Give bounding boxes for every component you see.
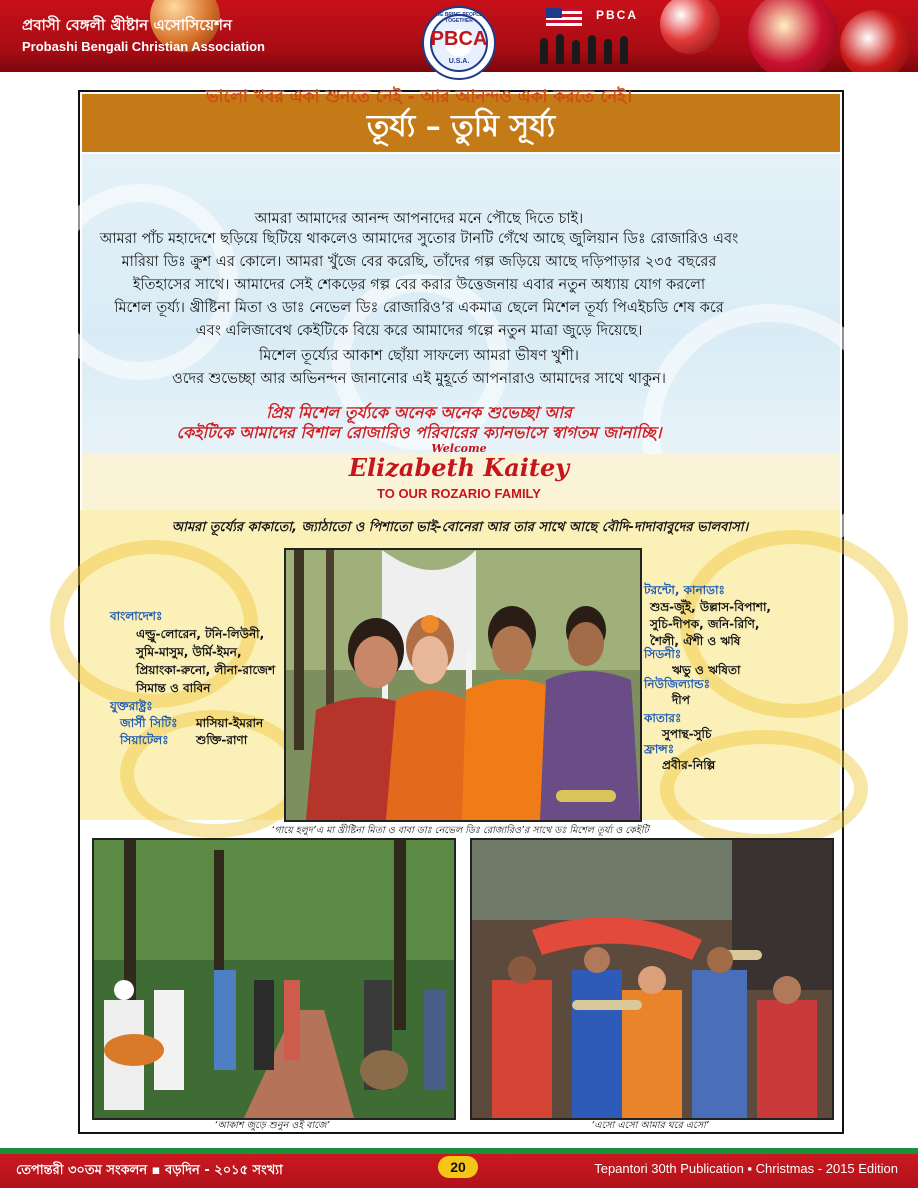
bangladesh-label: বাংলাদেশঃ [110, 609, 163, 623]
welcome-name: Elizabeth Kaitey [348, 453, 570, 482]
relative-names: সুপান্থ-সুচি [662, 727, 712, 741]
body-line: আমরা পাঁচ মহাদেশে ছড়িয়ে ছিটিয়ে থাকলেও আমাদের সুতোর টানটি গেঁথে আছে জুলিয়ান ডিঃ রোজারিও এবং [99, 231, 739, 247]
haldi-ceremony-photo [284, 548, 642, 822]
body-line: মারিয়া ডিঃ ক্রুশ এর কোলে। আমরা খুঁজে বের করেছি, তাঁদের গল্প জড়িয়ে আছে দড়িপাড়ার ২৩৫ বছরের [121, 254, 717, 270]
family-love-line: আমরা তূর্য্যের কাকাতো, জ্যাঠাতো ও পিশাতো ভাই-বোনেরা আর তার সাথে আছে বৌদি-দাদাবাবুদের ভালবাসা। [171, 520, 749, 535]
footer-left-text: তেপান্তরী ৩০তম সংকলন ▪ বড়দিন - ২০১৫ সংখ্যা [16, 1163, 283, 1178]
pbca-logo [422, 6, 496, 80]
welcome-family: TO OUR ROZARIO FAMILY [377, 486, 541, 501]
org-name-bengali: প্রবাসী বেঙ্গলী খ্রীষ্টান এসোসিয়েশন [22, 16, 232, 34]
sydney-label: সিডনীঃ [644, 647, 682, 661]
wishes-line: কেইটিকে আমাদের বিশাল রোজারিও পরিবারের ক্যানভাসে স্বাগতম জানাচ্ছি। [176, 423, 662, 442]
footer-right-text: Tepantori 30th Publication ▪ Christmas - 2015 Edition [594, 1161, 898, 1176]
logo-country: U.S.A. [448, 58, 470, 65]
relative-names: শৈলী, ঐশী ও ঋষি [650, 634, 741, 648]
main-photo-caption: ‘গায়ে হলুদ’এ মা খ্রীষ্টিনা মিতা ও বাবা ডাঃ নেভেল ডিঃ রোজারিও’র সাথে ডঃ মিশেল তূর্য্য ও কেইটি [271, 825, 649, 836]
runners-icon [536, 30, 646, 64]
relative-names: মাসিয়া-ইমরান [196, 716, 264, 730]
page-number: 20 [438, 1156, 478, 1178]
relative-names: সিমান্ত ও বাবিন [136, 681, 211, 695]
new-zealand-label: নিউজিল্যান্ডঃ [644, 677, 710, 691]
welcome-heading: Welcome [431, 442, 487, 455]
qatar-label: কাতারঃ [644, 711, 682, 725]
toronto-label: টরন্টো, কানাডাঃ [644, 583, 725, 597]
usa-label: যুক্তরাষ্ট্রঃ [110, 699, 153, 713]
relative-names: শুভ্র-জুঁই, উল্লাস-বিপাশা, [650, 600, 771, 614]
usa-flag-icon [546, 8, 582, 26]
relative-names: প্রবীর-নিল্পি [662, 758, 716, 772]
christmas-ornament-icon [660, 0, 720, 54]
jersey-city-label: জার্সী সিটিঃ [120, 716, 178, 730]
wishes-line: প্রিয় মিশেল তূর্য্যকে অনেক অনেক শুভেচ্ছা আর [266, 403, 572, 422]
article-tagline: ভালো খবর একা শুনতে নেই - আর আনন্দও একা করতে নেই। [205, 87, 633, 107]
right-photo-caption: ‘এসো এসো আমার ঘরে এসো’ [591, 1120, 709, 1131]
footer-stripe [0, 1148, 918, 1154]
pbca-badge: PBCA [596, 8, 639, 22]
article-title: তূর্য্য – তুমি সূর্য্য [366, 109, 556, 144]
left-photo-caption: ‘আকাশ জুড়ে শুনুন ওই বাজে’ [214, 1120, 330, 1131]
body-line: মিশেল তূর্য্য। খ্রীষ্টিনা মিতা ও ডাঃ নেভেল ডিঃ রোজারিও’র একমাত্র ছেলে মিশেল তূর্য্য পিএইচডি শেষ করে [114, 300, 724, 316]
relative-names: সুমি-মাসুম, উর্মি-ইমন, [136, 645, 242, 659]
logo-monogram: PBCA [430, 28, 488, 50]
body-line: মিশেল তূর্য্যের আকাশ ছোঁয়া সাফল্যে আমরা ভীষণ খুশী। [259, 348, 579, 364]
christmas-ornament-icon [840, 10, 910, 72]
logo-motto: WE BRING PEOPLE TOGETHER [435, 12, 483, 24]
seattle-label: সিয়াটেলঃ [120, 733, 169, 747]
relative-names: দীপ [672, 693, 690, 707]
relative-names: প্রিয়াংকা-রুনো, লীনা-রাজেশ [136, 663, 276, 677]
body-line: ওদের শুভেচ্ছা আর অভিনন্দন জানানোর এই মুহূর্তে আপনারাও আমাদের সাথে থাকুন। [172, 371, 666, 387]
france-label: ফ্রান্সঃ [644, 742, 675, 756]
relative-names: ঋভু ও ঋষিতা [672, 663, 741, 677]
relative-names: এল্ড্রু-লোরেন, টনি-লিউনী, [136, 627, 265, 641]
decorative-swirl [660, 730, 868, 848]
procession-photo [92, 838, 456, 1120]
body-line: ইতিহাসের সাথে। আমাদের সেই শেকড়ের গল্প বের করার উত্তেজনায় এবার নতুন অধ্যায় যোগ করলো [132, 277, 706, 293]
body-line: আমরা আমাদের আনন্দ আপনাদের মনে পৌছে দিতে চাই। [254, 211, 584, 227]
body-line: এবং এলিজাবেথ কেইটিকে বিয়ে করে আমাদের গল্পে নতুন মাত্রা জুড়ে দিয়েছে। [195, 323, 643, 339]
welcome-dance-photo [470, 838, 834, 1120]
page-footer [0, 1148, 918, 1188]
relative-names: শুক্তি-রাণা [196, 733, 248, 747]
org-name-english: Probashi Bengali Christian Association [22, 39, 265, 54]
christmas-ornament-icon [748, 0, 838, 72]
relative-names: সুচি-দীপক, জনি-রিণি, [650, 617, 760, 631]
